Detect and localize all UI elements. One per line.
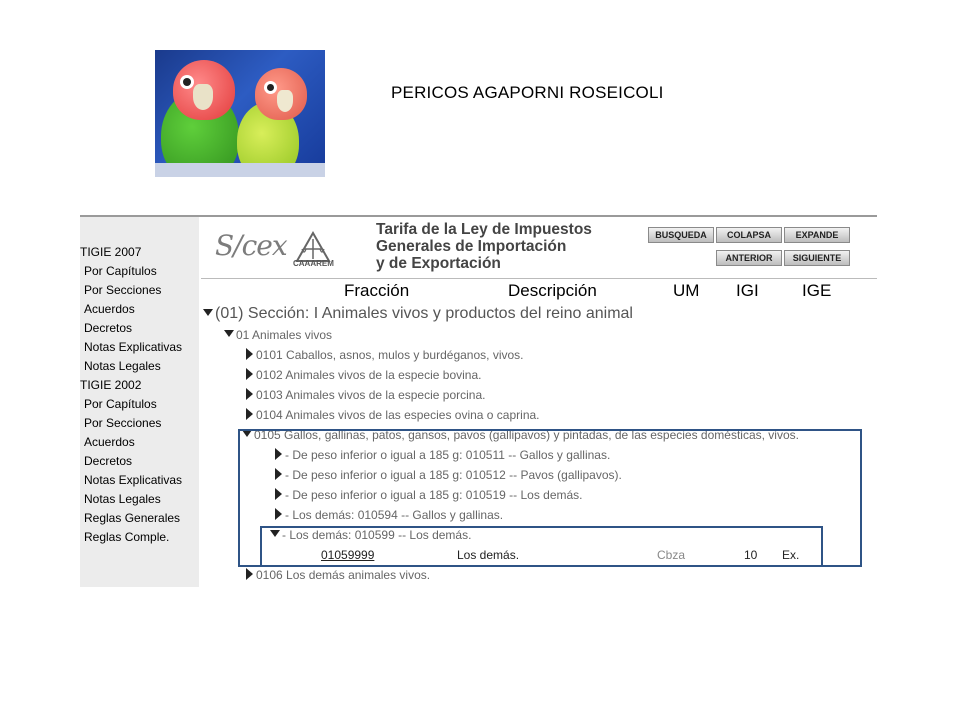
tree-chapter-label: 01 Animales vivos [236, 328, 333, 342]
sidebar-item-acuerdos-2002[interactable]: Acuerdos [84, 435, 135, 449]
app-title-line-3: y de Exportación [376, 255, 501, 272]
tree-subheading-label: - De peso inferior o igual a 185 g: 010511 -- Gallos y gallinas. [285, 448, 611, 462]
sidebar-item-acuerdos-2007[interactable]: Acuerdos [84, 302, 135, 316]
siguiente-button[interactable]: SIGUIENTE [784, 250, 850, 266]
sidebar-group-tigie-2002[interactable]: TIGIE 2002 [80, 378, 142, 392]
sidebar-item-notas-legales-2002[interactable]: Notas Legales [84, 492, 161, 506]
shcex-logo: S/cex [215, 229, 287, 262]
app-header [201, 217, 877, 279]
column-header-descripcion: Descripción [508, 281, 597, 300]
tree-heading-0103[interactable] [246, 388, 485, 402]
sidebar-item-decretos-2002[interactable]: Decretos [84, 454, 133, 468]
anterior-button[interactable]: ANTERIOR [716, 250, 782, 266]
tree-subheading-label: - Los demás: 010599 -- Los demás. [282, 528, 472, 542]
tree-subheading-label: - De peso inferior o igual a 185 g: 010512 -- Pavos (gallipavos). [285, 468, 622, 482]
sidebar-item-decretos-2007[interactable]: Decretos [84, 321, 133, 335]
column-header-igi: IGI [736, 281, 759, 300]
tree-heading-label: 0102 Animales vivos de la especie bovina. [256, 368, 482, 382]
parrots-photo [155, 50, 325, 177]
sidebar-group-tigie-2007[interactable]: TIGIE 2007 [80, 245, 142, 259]
tree-heading-label: 0105 Gallos, gallinas, patos, gansos, pavos (gallipavos) y pintadas, de las especies domésticas, vivos. [254, 428, 799, 442]
app-title-line-2: Generales de Importación [376, 238, 567, 255]
expanded-arrow-icon[interactable] [203, 309, 213, 316]
column-header-ige: IGE [802, 281, 832, 300]
tree-heading-0104[interactable] [246, 408, 540, 422]
collapsed-arrow-icon[interactable] [246, 408, 253, 420]
tariff-line-ige: Ex. [782, 548, 800, 562]
tree-section-01[interactable] [203, 305, 633, 323]
tree-heading-label: 0101 Caballos, asnos, mulos y burdéganos, vivos. [256, 348, 524, 362]
tree-heading-0102[interactable] [246, 368, 481, 382]
tree-heading-0101[interactable] [246, 348, 524, 362]
column-header-um: UM [673, 281, 700, 300]
collapsed-arrow-icon[interactable] [246, 568, 253, 580]
tree-heading-label: 0104 Animales vivos de las especies ovina o caprina. [256, 408, 540, 422]
tree-subheading-label: - De peso inferior o igual a 185 g: 010519 -- Los demás. [285, 488, 583, 502]
collapsed-arrow-icon[interactable] [246, 388, 253, 400]
tree-heading-0106[interactable] [246, 568, 430, 582]
tree-subheading-label: - Los demás: 010594 -- Gallos y gallinas. [285, 508, 504, 522]
sidebar-item-por-secciones-2002[interactable]: Por Secciones [84, 416, 162, 430]
sidebar-item-reglas-comple-2002[interactable]: Reglas Comple. [84, 530, 170, 544]
caaarem-label: CAAAREM [293, 259, 334, 268]
page-title: PERICOS AGAPORNI ROSEICOLI [391, 83, 664, 102]
sidebar-item-por-secciones-2007[interactable]: Por Secciones [84, 283, 162, 297]
sidebar-item-reglas-generales-2002[interactable]: Reglas Generales [84, 511, 181, 525]
tariff-line-fraccion-link[interactable]: 01059999 [321, 548, 375, 562]
collapsed-arrow-icon[interactable] [246, 348, 253, 360]
tariff-line-igi: 10 [744, 548, 758, 562]
sidebar-item-notas-legales-2007[interactable]: Notas Legales [84, 359, 161, 373]
sidebar [80, 217, 199, 587]
colapsa-button[interactable]: COLAPSA [716, 227, 782, 243]
tree-heading-label: 0106 Los demás animales vivos. [256, 568, 431, 582]
tree-chapter-01[interactable] [224, 328, 332, 342]
expanded-arrow-icon[interactable] [224, 330, 234, 337]
sidebar-item-notas-explicativas-2002[interactable]: Notas Explicativas [84, 473, 183, 487]
column-header-fraccion: Fracción [344, 281, 410, 300]
sidebar-item-por-capitulos-2007[interactable]: Por Capítulos [84, 264, 157, 278]
expande-button[interactable]: EXPANDE [784, 227, 850, 243]
highlight-box-010599 [260, 526, 823, 567]
header-divider [201, 278, 877, 279]
sidebar-item-por-capitulos-2002[interactable]: Por Capítulos [84, 397, 157, 411]
tariff-screenshot [80, 215, 877, 587]
tree-section-label: (01) Sección: I Animales vivos y productos del reino animal [215, 305, 633, 322]
busqueda-button[interactable]: BUSQUEDA [648, 227, 714, 243]
tariff-line-descripcion: Los demás. [457, 548, 520, 562]
collapsed-arrow-icon[interactable] [246, 368, 253, 380]
app-title-line-1: Tarifa de la Ley de Impuestos [376, 221, 592, 238]
sidebar-item-notas-explicativas-2007[interactable]: Notas Explicativas [84, 340, 183, 354]
tariff-line-um: Cbza [657, 548, 686, 562]
app-title [376, 221, 592, 272]
tree-heading-label: 0103 Animales vivos de la especie porcina. [256, 388, 486, 402]
